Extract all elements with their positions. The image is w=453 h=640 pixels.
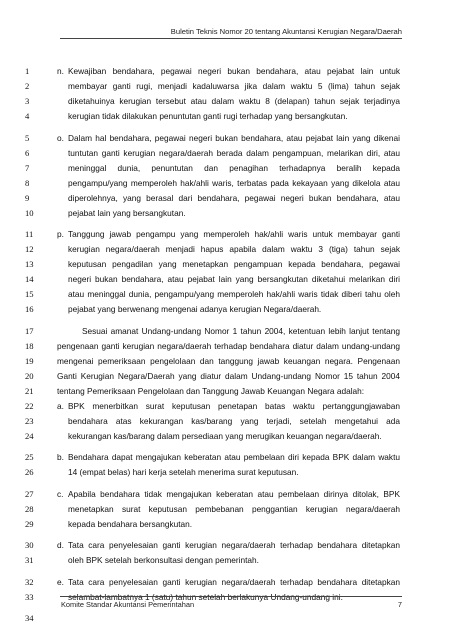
- running-header: Buletin Teknis Nomor 20 tentang Akuntansi Kerugian Negara/Daerah: [170, 27, 402, 36]
- text-line: [0, 414, 453, 428]
- line-text: Kewajiban bendahara, pegawai negeri bukan bendahara, atau pejabat lain untuk: [68, 66, 400, 76]
- line-text: meninggal dunia, penuntutan dan penagihan terhadapnya beralih kepada: [68, 163, 400, 173]
- line-number: 14: [25, 274, 34, 284]
- line-number: 24: [25, 431, 34, 441]
- line-number: 11: [25, 229, 34, 239]
- line-text: kepada bendahara bersangkutan.: [68, 519, 193, 529]
- line-text: Ganti Kerugian Negara/Daerah yang diatur dalam Undang-undang Nomor 15 tahun 2004: [57, 371, 400, 381]
- line-text: Sesuai amanat Undang-undang Nomor 1 tahun 2004, ketentuan lebih lanjut tentang: [82, 326, 400, 336]
- line-number: 13: [25, 259, 34, 269]
- line-text: membayar ganti rugi, menjadi kadaluwarsa jika dalam waktu 5 (lima) tahun sejak: [68, 81, 400, 91]
- line-text: kerugian tidak dilakukan penuntutan ganti rugi terhadap yang bersangkutan.: [68, 111, 348, 121]
- list-marker: d.: [57, 540, 64, 550]
- footer-divider: [60, 596, 402, 597]
- text-line: [0, 487, 453, 501]
- line-number: 17: [25, 326, 34, 336]
- line-number: 30: [25, 540, 34, 550]
- line-text: tuntutan ganti kerugian negara/daerah berada dalam pengampuan, melarikan diri, atau: [68, 148, 400, 158]
- text-line: [0, 191, 453, 205]
- text-line: [0, 369, 453, 383]
- text-line: [0, 94, 453, 108]
- list-marker: p.: [57, 229, 64, 239]
- footer-organization: Komite Standar Akuntansi Pemerintahan: [61, 600, 195, 609]
- line-number: 18: [25, 341, 34, 351]
- line-text: pengampu/yang memperoleh hak/ahli waris, terbatas pada kekayaan yang dikelola atau: [68, 178, 400, 188]
- line-number: 15: [25, 289, 34, 299]
- line-text: kerugian negara/daerah menjadi hapus apabila dalam waktu 3 (tiga) tahun sejak: [68, 244, 400, 254]
- line-text: diperolehnya, yang berasal dari bendahara, pegawai negeri bukan bendahara, atau: [68, 193, 400, 203]
- line-text: pengenaan ganti kerugian negara/daerah terhadap bendahara diatur dalam undang-undang: [57, 341, 400, 351]
- line-text: 14 (empat belas) hari kerja setelah menerima surat keputusan.: [68, 467, 299, 477]
- line-text: Bendahara dapat mengajukan keberatan atau pembelaan diri kepada BPK dalam waktu: [68, 452, 400, 462]
- line-number: 22: [25, 401, 34, 411]
- line-number: 5: [25, 133, 30, 143]
- line-number: 3: [25, 96, 30, 106]
- line-number: 6: [25, 148, 30, 158]
- text-line: [0, 176, 453, 190]
- text-line: [0, 257, 453, 271]
- text-line: [0, 450, 453, 464]
- line-text: bendahara atas kekurangan kas/barang yang terjadi, setelah mengetahui ada: [68, 416, 400, 426]
- text-line: [0, 575, 453, 589]
- text-line: [0, 161, 453, 175]
- line-number: 1: [25, 66, 30, 76]
- list-marker: n.: [57, 66, 64, 76]
- line-text: diketahuinya kerugian tersebut atau dalam waktu 8 (delapan) tahun sejak terjadinya: [68, 96, 400, 106]
- text-line: [0, 502, 453, 516]
- text-line: [0, 109, 453, 123]
- line-number: 10: [25, 208, 34, 218]
- line-text: keputusan pengadilan yang menetapkan pengampuan kepada bendahara, pegawai: [68, 259, 400, 269]
- line-text: oleh BPK setelah berkonsultasi dengan pemerintah.: [68, 555, 259, 565]
- line-number: 33: [25, 592, 34, 602]
- line-number: 27: [25, 489, 34, 499]
- text-line: [0, 272, 453, 286]
- text-line: [0, 302, 453, 316]
- line-number: 20: [25, 371, 34, 381]
- line-number: 2: [25, 81, 30, 91]
- line-text: kekurangan kas/barang dalam persediaan yang merugikan keuangan negara/daerah.: [68, 431, 382, 441]
- line-text: Tata cara penyelesaian ganti kerugian negara/daerah terhadap bendahara ditetapkan: [68, 577, 400, 587]
- line-text: pejabat lain yang bersangkutan.: [68, 208, 186, 218]
- text-line: [0, 206, 453, 220]
- line-number: 32: [25, 577, 34, 587]
- line-text: Tanggung jawab pengampu yang memperoleh hak/ahli waris untuk membayar ganti: [68, 229, 400, 239]
- line-number: 28: [25, 504, 34, 514]
- line-number: 8: [25, 178, 30, 188]
- line-number: 9: [25, 193, 30, 203]
- text-line: [0, 146, 453, 160]
- text-line: [0, 465, 453, 479]
- list-marker: a.: [57, 401, 64, 411]
- line-text: negeri bukan bendahara, atau pejabat lain yang bersangkutan diketahui melarikan diri: [68, 274, 400, 284]
- line-text: BPK menerbitkan surat keputusan penetapan batas waktu pertanggungjawaban: [68, 401, 400, 411]
- line-text: Tata cara penyelesaian ganti kerugian negara/daerah terhadap bendahara ditetapkan: [68, 540, 400, 550]
- text-line: [0, 611, 453, 625]
- line-number: 12: [25, 244, 34, 254]
- text-line: [0, 384, 453, 398]
- line-text: Apabila bendahara tidak mengajukan keberatan atau pembelaan dirinya ditolak, BPK: [68, 489, 400, 499]
- text-line: [0, 131, 453, 145]
- text-line: [0, 553, 453, 567]
- line-text: tentang Pemeriksaan Pengelolaan dan Tanggung Jawab Keuangan Negara adalah:: [57, 386, 365, 396]
- line-text: Dalam hal bendahara, pegawai negeri bukan bendahara, atau pejabat lain yang dikenai: [68, 133, 400, 143]
- text-line: [0, 429, 453, 443]
- text-line: [0, 242, 453, 256]
- line-number: 7: [25, 163, 30, 173]
- text-line: [0, 227, 453, 241]
- line-number: 19: [25, 356, 34, 366]
- list-marker: c.: [57, 489, 64, 499]
- line-text: mengenai pemeriksaan pengelolaan dan tanggung jawab keuangan negara. Pengenaan: [57, 356, 400, 366]
- line-number: 25: [25, 452, 34, 462]
- text-line: [0, 324, 453, 338]
- line-number: 31: [25, 555, 34, 565]
- line-text: selambat-lambatnya 1 (satu) tahun setelah berlakunya Undang-undang ini.: [68, 592, 343, 602]
- list-marker: o.: [57, 133, 64, 143]
- line-number: 16: [25, 304, 34, 314]
- line-number: 21: [25, 386, 34, 396]
- text-line: [0, 538, 453, 552]
- text-line: [0, 287, 453, 301]
- list-marker: e.: [57, 577, 64, 587]
- text-line: [0, 399, 453, 413]
- line-text: pejabat yang berwenang mengenai adanya kerugian Negara/daerah.: [68, 304, 322, 314]
- text-line: [0, 354, 453, 368]
- line-number: 26: [25, 467, 34, 477]
- page-number: 7: [397, 600, 402, 609]
- text-line: [0, 79, 453, 93]
- line-text: atau meninggal dunia, pengampu/yang memperoleh hak/ahli waris tidak diberi tahu oleh: [68, 289, 400, 299]
- list-marker: b.: [57, 452, 64, 462]
- text-line: [0, 64, 453, 78]
- line-number: 34: [25, 613, 34, 623]
- line-number: 29: [25, 519, 34, 529]
- text-line: [0, 517, 453, 531]
- line-text: menetapkan surat keputusan pembebanan penggantian kerugian negara/daerah: [68, 504, 400, 514]
- header-divider: [60, 38, 402, 39]
- text-line: [0, 339, 453, 353]
- line-number: 4: [25, 111, 30, 121]
- line-number: 23: [25, 416, 34, 426]
